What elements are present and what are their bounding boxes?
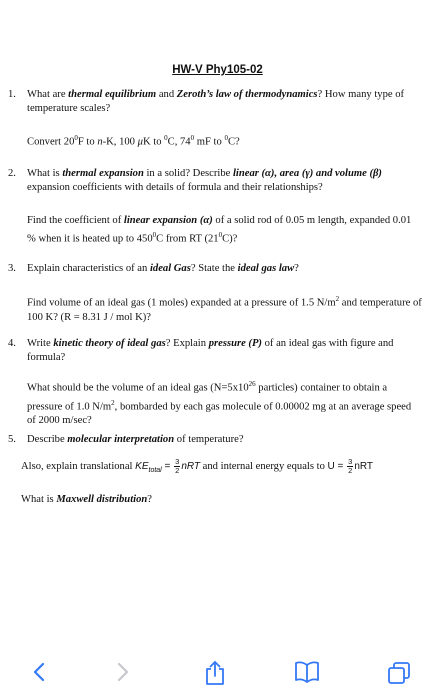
- question-number: 5.: [8, 434, 16, 445]
- question-text: Write kinetic theory of ideal gas? Explain pressure (P) of an ideal gas with figure and formula?: [27, 338, 394, 363]
- question-5-followup: What is Maxwell distribution?: [21, 494, 152, 505]
- share-button[interactable]: [193, 652, 237, 696]
- question-number: 3.: [8, 263, 16, 274]
- question-5: [8, 433, 422, 447]
- question-4-exercise: What should be the volume of an ideal gas ($N=5x10^{26}$ particles) container to obtain a pressure of 1.0 $N/m^2$, bombarded by each gas molecule of 0.00002 mg at an average speed of 2000 m/sec?: [27, 380, 412, 427]
- question-text: Explain characteristics of an ideal Gas? State the ideal gas law?: [27, 263, 299, 274]
- tabs-icon: [386, 660, 412, 686]
- fraction: $\frac{3}{2}$: [348, 457, 353, 475]
- question-text: What is thermal expansion in a solid? Describe linear (α), area (γ) and volume (β) expansion coefficients with details of formula and their relationships?: [27, 168, 382, 193]
- forward-button[interactable]: [100, 652, 144, 696]
- question-2-exercise: Find the coefficient of linear expansion (α) of a solid rod of 0.05 m length, expanded 0.01 % when it is heated up to $450^0C$ from RT $(21^0C)$?: [27, 215, 412, 245]
- ke-symbol: $KE_{total}$: [135, 460, 162, 474]
- question-1: [8, 88, 422, 116]
- question-3-exercise: Find volume of an ideal gas (1 moles) expanded at a pressure of 1.5 $N/m^2$ and temperature of 100 K? (R = 8.31 J / mol K)?: [27, 295, 422, 323]
- question-text: What are thermal equilibrium and Zeroth’s law of thermodynamics? How many type of temperature scales?: [27, 89, 405, 114]
- tabs-button[interactable]: [376, 652, 420, 696]
- question-number: 4.: [8, 338, 16, 349]
- question-text: Describe molecular interpretation of temperature?: [27, 434, 244, 445]
- forward-chevron-icon: [110, 660, 134, 684]
- question-number: 1.: [8, 89, 16, 100]
- question-5-exercise: Also, explain translational $KE_{total}$ = $\frac{3}{2}$ nRT and internal energy equals to U = $\frac{3}{2}$ nRT: [21, 457, 374, 475]
- question-1-exercise: Convert $20^0F$ to n-K, 100 μK to $^0$C, $74^0$ mF to $^0$C?: [27, 134, 240, 148]
- back-button[interactable]: [18, 652, 62, 696]
- share-icon: [203, 660, 227, 686]
- fraction: $\frac{3}{2}$: [175, 457, 180, 475]
- browser-toolbar: [0, 652, 435, 700]
- document-title: HW-V Phy105-02: [172, 64, 263, 76]
- question-4: [8, 337, 422, 365]
- question-3: [8, 262, 422, 276]
- bookmarks-book-icon: [294, 660, 320, 684]
- question-number: 2.: [8, 168, 16, 179]
- bookmarks-button[interactable]: [284, 652, 328, 696]
- question-2: [8, 167, 422, 195]
- back-chevron-icon: [28, 660, 52, 684]
